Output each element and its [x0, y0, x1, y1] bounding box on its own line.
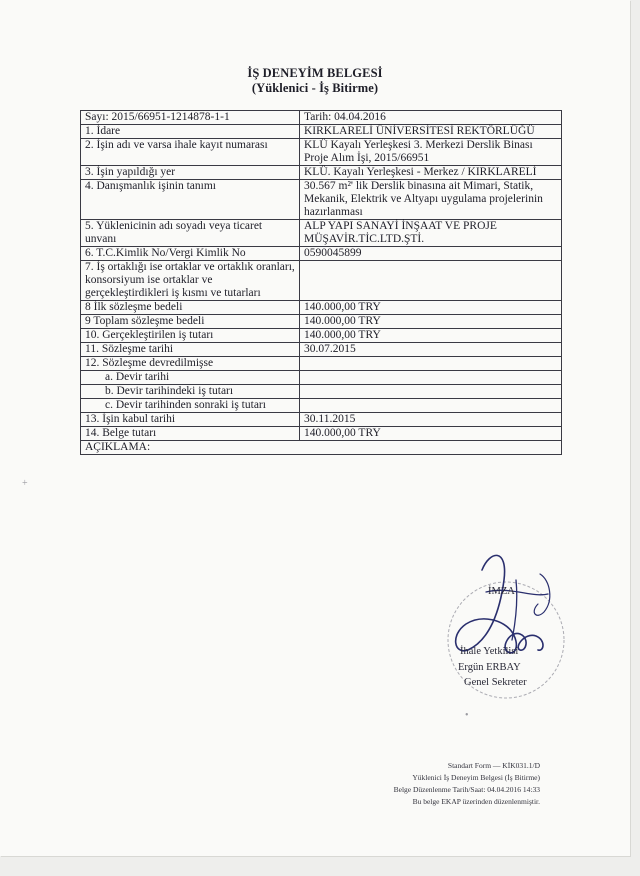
table-row — [81, 357, 562, 371]
table-row — [81, 180, 562, 220]
row-value — [300, 357, 562, 371]
row-label: 10. Gerçekleştirilen iş tutarı — [81, 329, 300, 343]
row-value — [300, 385, 562, 399]
row-label: 5. Yüklenicinin adı soyadı veya ticaret unvanı — [81, 220, 300, 247]
row-label: 13. İşin kabul tarihi — [81, 413, 300, 427]
row-label: 2. İşin adı ve varsa ihale kayıt numarası — [81, 139, 300, 166]
table-row — [81, 315, 562, 329]
row-value: KLÜ Kayalı Yerleşkesi 3. Merkezi Derslik Binası Proje Alım İşi, 2015/66951 — [300, 139, 562, 166]
row-label: 6. T.C.Kimlik No/Vergi Kimlik No — [81, 247, 300, 261]
row-label: a. Devir tarihi — [81, 371, 300, 385]
table-row — [81, 301, 562, 315]
table-row — [81, 441, 562, 455]
table-row — [81, 261, 562, 301]
row-value — [300, 371, 562, 385]
row-label: 12. Sözleşme devredilmişse — [81, 357, 300, 371]
row-label: c. Devir tarihinden sonraki iş tutarı — [81, 399, 300, 413]
table-row — [81, 125, 562, 139]
footer-form-name: Yüklenici İş Deneyim Belgesi (İş Bitirme) — [412, 773, 540, 782]
row-value: ALP YAPI SANAYİ İNŞAAT VE PROJE MÜŞAVİR.TİC.LTD.ŞTİ. — [300, 220, 562, 247]
signer-role: İhale Yetkilisi — [460, 646, 519, 657]
row-label: 11. Sözleşme tarihi — [81, 343, 300, 357]
table-row — [81, 247, 562, 261]
certificate-table — [80, 110, 562, 455]
table-row — [81, 166, 562, 180]
row-value: KLÜ. Kayalı Yerleşkesi - Merkez / KIRKLARELİ — [300, 166, 562, 180]
row-value: 140.000,00 TRY — [300, 315, 562, 329]
table-row — [81, 371, 562, 385]
footer-issue-datetime: Belge Düzenlenme Tarih/Saat: 04.04.2016 14:33 — [393, 785, 540, 794]
row-value: 140.000,00 TRY — [300, 329, 562, 343]
stamp-word: İMZA — [488, 586, 515, 597]
row-value — [300, 399, 562, 413]
row-label: 3. İşin yapıldığı yer — [81, 166, 300, 180]
table-row — [81, 329, 562, 343]
row-value: 30.567 m²' lik Derslik binasına ait Mimari, Statik, Mekanik, Elektrik ve Altyapı uygulama projelerinin hazırlanması — [300, 180, 562, 220]
footer-ekap-note: Bu belge EKAP üzerinden düzenlenmiştir. — [412, 797, 540, 806]
signature-block — [420, 540, 580, 710]
row-value: 30.11.2015 — [300, 413, 562, 427]
ink-dot-icon: • — [465, 710, 469, 721]
signer-position: Genel Sekreter — [464, 677, 527, 688]
table-row — [81, 111, 562, 125]
table-row — [81, 220, 562, 247]
table-row — [81, 427, 562, 441]
scan-mark-icon: + — [22, 478, 28, 489]
row-value: 140.000,00 TRY — [300, 301, 562, 315]
document-title: İŞ DENEYİM BELGESİ — [247, 66, 383, 80]
row-label: 7. İş ortaklığı ise ortaklar ve ortaklık oranları, konsorsiyum ise ortaklar ve gerçekleştirdikleri iş kısmı ve tutarları — [81, 261, 300, 301]
document-date: Tarih: 04.04.2016 — [300, 111, 562, 125]
explanation-label: AÇIKLAMA: — [81, 441, 562, 455]
row-value: KIRKLARELİ ÜNİVERSİTESİ REKTÖRLÜĞÜ — [300, 125, 562, 139]
row-label: 14. Belge tutarı — [81, 427, 300, 441]
table-row — [81, 343, 562, 357]
table-row — [81, 385, 562, 399]
row-value — [300, 261, 562, 301]
document-subtitle: (Yüklenici - İş Bitirme) — [251, 81, 379, 95]
footer-form-code: Standart Form — KİK031.1/D — [447, 761, 540, 770]
row-label: 9 Toplam sözleşme bedeli — [81, 315, 300, 329]
table-row — [81, 399, 562, 413]
table-row — [81, 413, 562, 427]
row-value: 140.000,00 TRY — [300, 427, 562, 441]
row-value: 0590045899 — [300, 247, 562, 261]
signer-name: Ergün ERBAY — [458, 662, 521, 673]
row-value: 30.07.2015 — [300, 343, 562, 357]
row-label: 1. İdare — [81, 125, 300, 139]
row-label: 8 İlk sözleşme bedeli — [81, 301, 300, 315]
document-number: Sayı: 2015/66951-1214878-1-1 — [81, 111, 300, 125]
table-row — [81, 139, 562, 166]
row-label: 4. Danışmanlık işinin tanımı — [81, 180, 300, 220]
row-label: b. Devir tarihindeki iş tutarı — [81, 385, 300, 399]
